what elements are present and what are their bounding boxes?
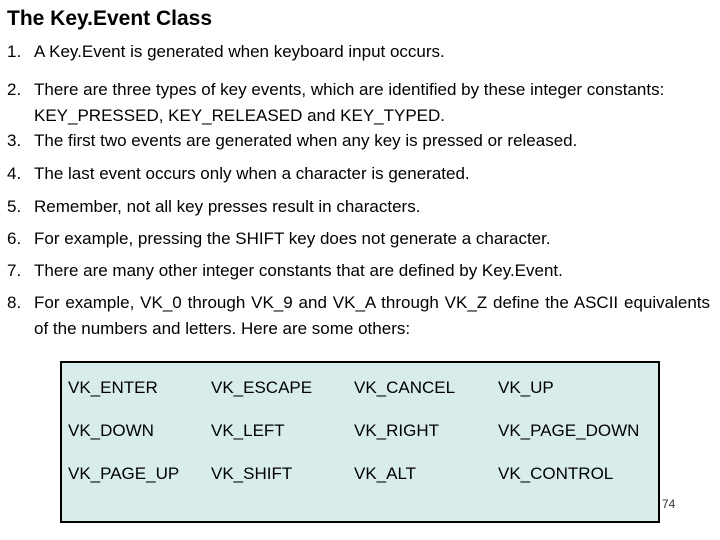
list-item [7, 290, 710, 342]
constant-cell: VK_ENTER [68, 378, 158, 397]
list-item-text: The first two events are generated when any key is pressed or released. [34, 131, 578, 150]
list-item-text: There are three types of key events, which are identified by these integer constants: KEY_PRESSED, KEY_RELEASED and KEY_TYPED. [34, 80, 665, 125]
list-item-number: 2. [7, 80, 22, 99]
slide-title: The Key.Event Class [7, 7, 213, 30]
constant-cell: VK_PAGE_UP [68, 464, 180, 483]
page-number: 74 [662, 497, 676, 511]
list-item [7, 258, 710, 284]
list-item-number: 6. [7, 229, 22, 248]
list-item-text: For example, pressing the SHIFT key does not generate a character. [34, 229, 551, 248]
constants-box [60, 361, 660, 523]
list-item [7, 77, 710, 129]
constant-cell: VK_PAGE_DOWN [498, 421, 640, 440]
list-item-text: There are many other integer constants that are defined by Key.Event. [34, 261, 563, 280]
list-item [7, 39, 710, 65]
list-item-text: For example, VK_0 through VK_9 and VK_A through VK_Z define the ASCII equivalents of the numbers and letters. Here are some others: [34, 293, 710, 338]
constant-cell: VK_LEFT [211, 421, 285, 440]
list-item-number: 7. [7, 261, 22, 280]
list-item [7, 194, 710, 220]
constant-cell: VK_DOWN [68, 421, 154, 440]
list-item-text: A Key.Event is generated when keyboard input occurs. [34, 42, 445, 61]
list-item-number: 8. [7, 293, 22, 312]
list-item-number: 4. [7, 164, 22, 183]
constant-cell: VK_CANCEL [354, 378, 456, 397]
list-item-text: The last event occurs only when a character is generated. [34, 164, 470, 183]
list-item-text: Remember, not all key presses result in characters. [34, 197, 421, 216]
list-item-number: 5. [7, 197, 22, 216]
constant-cell: VK_ALT [354, 464, 417, 483]
list-item [7, 226, 710, 252]
constant-cell: VK_UP [498, 378, 554, 397]
constant-cell: VK_RIGHT [354, 421, 440, 440]
constant-cell: VK_SHIFT [211, 464, 293, 483]
list-item [7, 128, 710, 154]
list-item [7, 161, 710, 187]
list-item-number: 3. [7, 131, 22, 150]
constant-cell: VK_ESCAPE [211, 378, 313, 397]
constant-cell: VK_CONTROL [498, 464, 614, 483]
list-item-number: 1. [7, 42, 22, 61]
